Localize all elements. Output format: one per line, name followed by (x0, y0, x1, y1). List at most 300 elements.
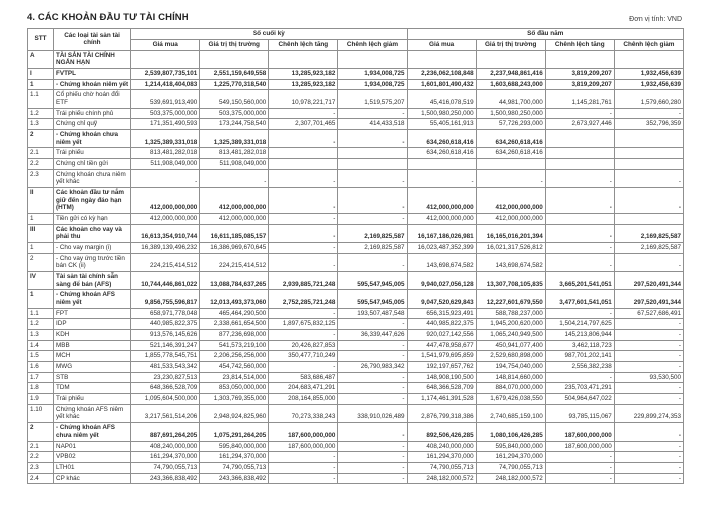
table-header (28, 29, 684, 51)
row-value: 3,819,209,207 (545, 79, 614, 90)
row-value: - (269, 130, 338, 148)
row-value: 1,601,801,490,432 (407, 79, 476, 90)
row-value: 2,539,807,735,101 (131, 68, 200, 79)
row-value: - (269, 224, 338, 242)
row-value: 10,744,446,861,022 (131, 272, 200, 290)
row-value: 13,307,708,105,835 (476, 272, 545, 290)
row-value: - (338, 394, 407, 405)
row-value: 26,790,983,342 (338, 362, 407, 373)
row-value: 2,876,799,318,386 (407, 404, 476, 422)
row-value: 187,600,000,000 (269, 441, 338, 452)
row-label: MCH (54, 351, 131, 362)
table-row (28, 68, 684, 79)
row-value: 9,940,027,056,128 (407, 272, 476, 290)
row-value: 248,182,000,572 (476, 473, 545, 484)
row-value: 20,426,827,853 (269, 340, 338, 351)
row-value (269, 50, 338, 68)
row-value: 3,217,561,514,206 (131, 404, 200, 422)
row-value: - (545, 188, 614, 214)
row-value: 2,169,825,587 (338, 224, 407, 242)
row-label: - Chứng khoán AFS niêm yết (54, 290, 131, 308)
row-value: - (614, 169, 683, 187)
row-value: - (269, 188, 338, 214)
row-value: 74,790,055,713 (200, 462, 269, 473)
row-value: - (269, 214, 338, 225)
col-header-increase-end: Chênh lệch tăng (269, 39, 338, 50)
row-value: 634,260,618,416 (476, 148, 545, 159)
row-value: 2,948,924,825,960 (200, 404, 269, 422)
row-value (269, 159, 338, 170)
row-value: 143,698,674,582 (476, 253, 545, 271)
row-label: Tài sản tài chính sẵn sàng để bán (AFS) (54, 272, 131, 290)
row-value: 2,338,661,654,500 (200, 319, 269, 330)
row-value: 16,611,185,085,157 (200, 224, 269, 242)
table-row (28, 159, 684, 170)
table-row (28, 351, 684, 362)
row-stt: I (28, 68, 54, 79)
row-value: 1,504,214,797,625 (545, 319, 614, 330)
row-value: 248,182,000,572 (407, 473, 476, 484)
row-value: 13,285,923,182 (269, 79, 338, 90)
row-label: IDP (54, 319, 131, 330)
row-value: 297,520,491,344 (614, 272, 683, 290)
row-label: Trái phiếu (54, 394, 131, 405)
row-value: 74,790,055,713 (476, 462, 545, 473)
row-label: Chứng khoán chưa niêm yết khác (54, 169, 131, 187)
row-stt: 2.3 (28, 462, 54, 473)
row-value: 23,230,827,513 (131, 372, 200, 383)
row-value (614, 159, 683, 170)
row-value: - (269, 308, 338, 319)
row-value: 36,339,447,626 (338, 330, 407, 341)
row-value: - (614, 473, 683, 484)
row-value: 2,939,885,721,248 (269, 272, 338, 290)
row-value: - (338, 372, 407, 383)
row-label: Chứng khoán AFS niêm yết khác (54, 404, 131, 422)
row-value: 539,691,913,490 (131, 90, 200, 108)
row-stt: 1 (28, 79, 54, 90)
row-value: 74,790,055,713 (407, 462, 476, 473)
row-value: 204,683,471,291 (269, 383, 338, 394)
row-value: - (269, 169, 338, 187)
row-value: 412,000,000,000 (131, 188, 200, 214)
unit-label: Đơn vị tính: VND (629, 16, 682, 23)
row-stt: 1 (28, 214, 54, 225)
row-value: 187,600,000,000 (269, 423, 338, 441)
row-value: - (338, 383, 407, 394)
row-value: 161,294,370,000 (407, 452, 476, 463)
row-value: 1,500,980,250,000 (476, 108, 545, 119)
row-value: 595,547,945,005 (338, 290, 407, 308)
row-value: - (269, 330, 338, 341)
row-label: Trái phiếu (54, 148, 131, 159)
row-value: 1,174,461,391,528 (407, 394, 476, 405)
row-value: - (614, 108, 683, 119)
row-value: 1,932,456,639 (614, 68, 683, 79)
row-value: 3,665,201,541,051 (545, 272, 614, 290)
row-value: 16,613,354,910,744 (131, 224, 200, 242)
row-stt: 1.1 (28, 90, 54, 108)
row-value: 1,214,418,404,083 (131, 79, 200, 90)
row-value: 884,070,000,000 (476, 383, 545, 394)
row-value: 93,785,115,067 (545, 404, 614, 422)
row-value: 412,000,000,000 (131, 214, 200, 225)
row-value: - (338, 108, 407, 119)
table-row (28, 272, 684, 290)
row-value: 2,206,256,256,000 (200, 351, 269, 362)
row-value: 2,169,825,587 (614, 224, 683, 242)
row-stt: 1.6 (28, 362, 54, 373)
row-value: 224,215,414,512 (200, 253, 269, 271)
row-label: CP khác (54, 473, 131, 484)
row-value: - (614, 423, 683, 441)
row-value: 1,855,778,545,751 (131, 351, 200, 362)
row-value: 16,167,186,026,981 (407, 224, 476, 242)
row-stt: 2.1 (28, 148, 54, 159)
row-value: 877,236,698,000 (200, 330, 269, 341)
row-stt: 2.2 (28, 452, 54, 463)
col-header-market-value-end: Giá trị thị trường (200, 39, 269, 50)
row-stt: IV (28, 272, 54, 290)
row-label: TDM (54, 383, 131, 394)
col-header-buy-price-begin: Giá mua (407, 39, 476, 50)
row-value: - (614, 253, 683, 271)
row-value: - (614, 462, 683, 473)
row-value: 648,366,528,709 (407, 383, 476, 394)
row-value: 412,000,000,000 (200, 214, 269, 225)
row-value: 9,856,755,596,817 (131, 290, 200, 308)
row-value (407, 159, 476, 170)
table-row (28, 308, 684, 319)
row-value: 634,260,618,416 (407, 130, 476, 148)
row-stt: 2.3 (28, 169, 54, 187)
row-value: 148,814,660,000 (476, 372, 545, 383)
row-value: - (338, 340, 407, 351)
row-stt: 2.1 (28, 441, 54, 452)
row-value: 3,462,118,723 (545, 340, 614, 351)
row-value: 1,679,426,038,550 (476, 394, 545, 405)
row-value: 44,981,700,000 (476, 90, 545, 108)
row-label: Các khoản cho vay và phải thu (54, 224, 131, 242)
row-value: - (614, 340, 683, 351)
row-value: - (338, 130, 407, 148)
row-value: - (545, 224, 614, 242)
table-row (28, 462, 684, 473)
row-value: 813,481,282,018 (200, 148, 269, 159)
row-stt: 1.4 (28, 340, 54, 351)
table-row (28, 214, 684, 225)
table-row (28, 290, 684, 308)
col-header-increase-begin: Chênh lệch tăng (545, 39, 614, 50)
row-value: 243,366,838,492 (131, 473, 200, 484)
row-value: 853,050,000,000 (200, 383, 269, 394)
row-value: 55,405,161,913 (407, 119, 476, 130)
table-body (28, 50, 684, 484)
row-value: 588,788,237,000 (476, 308, 545, 319)
row-value: 352,796,359 (614, 119, 683, 130)
row-label: FVTPL (54, 68, 131, 79)
row-value: 173,244,758,540 (200, 119, 269, 130)
row-value: 2,529,680,898,000 (476, 351, 545, 362)
row-value: 412,000,000,000 (407, 214, 476, 225)
row-value: 1,500,980,250,000 (407, 108, 476, 119)
row-value: - (545, 372, 614, 383)
table-row (28, 224, 684, 242)
row-value: - (545, 308, 614, 319)
col-header-end-period: Số cuối kỳ (131, 29, 407, 40)
row-value: - (614, 351, 683, 362)
row-value: - (269, 362, 338, 373)
row-value: 454,742,560,000 (200, 362, 269, 373)
row-value: 595,547,945,005 (338, 272, 407, 290)
row-value: - (269, 452, 338, 463)
row-value: 892,506,426,285 (407, 423, 476, 441)
row-value: 350,477,710,249 (269, 351, 338, 362)
row-value: - (269, 462, 338, 473)
row-stt: 1.8 (28, 383, 54, 394)
row-label: Chứng chỉ quỹ (54, 119, 131, 130)
row-value: 408,240,000,000 (407, 441, 476, 452)
col-header-asset-type: Các loại tài sản tài chính (54, 29, 131, 51)
table-row (28, 79, 684, 90)
row-value (131, 50, 200, 68)
row-value: 1,325,389,331,018 (131, 130, 200, 148)
row-value: 16,165,016,201,394 (476, 224, 545, 242)
row-value: 1,934,008,725 (338, 68, 407, 79)
row-value: - (614, 362, 683, 373)
row-value: - (269, 243, 338, 254)
row-value: 913,576,145,626 (131, 330, 200, 341)
row-label: Cổ phiếu chờ hoán đổi ETF (54, 90, 131, 108)
row-value: 503,375,000,000 (200, 108, 269, 119)
row-value: 1,225,770,318,540 (200, 79, 269, 90)
row-value: 171,351,490,593 (131, 119, 200, 130)
row-value (614, 130, 683, 148)
row-value: 2,551,159,649,558 (200, 68, 269, 79)
col-header-market-value-begin: Giá trị thị trường (476, 39, 545, 50)
row-value: - (269, 108, 338, 119)
row-label: Các khoản đầu tư nắm giữ đến ngày đáo hạn (HTM) (54, 188, 131, 214)
row-stt: 1.3 (28, 119, 54, 130)
row-label: STB (54, 372, 131, 383)
table-row (28, 441, 684, 452)
row-value: 1,603,688,243,000 (476, 79, 545, 90)
row-value: 1,080,106,426,285 (476, 423, 545, 441)
page-header (27, 8, 684, 23)
row-value: - (545, 169, 614, 187)
table-row (28, 372, 684, 383)
row-value: 634,260,618,416 (407, 148, 476, 159)
row-value: 45,416,078,519 (407, 90, 476, 108)
row-value (545, 214, 614, 225)
row-value: 595,840,000,000 (200, 441, 269, 452)
table-row (28, 243, 684, 254)
row-value: 1,095,604,500,000 (131, 394, 200, 405)
row-value: - (338, 319, 407, 330)
row-value: 2,169,825,587 (614, 243, 683, 254)
row-value: 2,307,701,465 (269, 119, 338, 130)
row-label: Chứng chỉ tiền gửi (54, 159, 131, 170)
row-value: 440,985,822,375 (131, 319, 200, 330)
row-value: - (338, 473, 407, 484)
row-value: - (338, 169, 407, 187)
row-value: 595,840,000,000 (476, 441, 545, 452)
row-value: 3,819,209,207 (545, 68, 614, 79)
row-value: 412,000,000,000 (476, 214, 545, 225)
row-label: - Cho vay ứng trước tiền bán CK (ii) (54, 253, 131, 271)
row-value: - (338, 462, 407, 473)
row-value (338, 148, 407, 159)
row-value: 412,000,000,000 (200, 188, 269, 214)
row-value: 57,726,293,000 (476, 119, 545, 130)
row-value: - (200, 169, 269, 187)
row-value: - (545, 108, 614, 119)
row-stt: A (28, 50, 54, 68)
row-value: - (614, 441, 683, 452)
table-row (28, 404, 684, 422)
row-value: 93,530,500 (614, 372, 683, 383)
row-stt: 1.9 (28, 394, 54, 405)
row-stt: II (28, 188, 54, 214)
table-row (28, 383, 684, 394)
row-value: 12,227,601,679,550 (476, 290, 545, 308)
page-title: 4. CÁC KHOẢN ĐẦU TƯ TÀI CHÍNH (27, 12, 189, 23)
row-value: 12,013,493,373,060 (200, 290, 269, 308)
row-label: MWG (54, 362, 131, 373)
table-row (28, 362, 684, 373)
row-value: 549,150,560,000 (200, 90, 269, 108)
row-stt: 1.10 (28, 404, 54, 422)
row-value: 2,673,927,446 (545, 119, 614, 130)
row-label: - Chứng khoán AFS chưa niêm yết (54, 423, 131, 441)
row-value: 481,533,543,342 (131, 362, 200, 373)
row-value: - (614, 394, 683, 405)
row-value: 13,285,923,182 (269, 68, 338, 79)
row-value: 450,941,077,400 (476, 340, 545, 351)
table-row (28, 319, 684, 330)
row-value: - (338, 441, 407, 452)
row-value: 1,303,769,355,000 (200, 394, 269, 405)
row-value: 987,701,202,141 (545, 351, 614, 362)
row-value: - (269, 253, 338, 271)
row-value: 503,375,000,000 (131, 108, 200, 119)
row-value: 67,527,686,491 (614, 308, 683, 319)
row-value: - (614, 452, 683, 463)
row-value: - (614, 319, 683, 330)
row-value: 1,519,575,207 (338, 90, 407, 108)
row-value: - (614, 330, 683, 341)
row-value: 634,260,618,416 (476, 130, 545, 148)
row-value: 208,164,855,000 (269, 394, 338, 405)
table-row (28, 452, 684, 463)
row-value: 161,294,370,000 (200, 452, 269, 463)
row-value: 187,600,000,000 (545, 423, 614, 441)
row-value: - (614, 188, 683, 214)
row-label: Trái phiếu chính phủ (54, 108, 131, 119)
col-header-buy-price-end: Giá mua (131, 39, 200, 50)
row-value: - (338, 253, 407, 271)
row-value: 23,814,514,000 (200, 372, 269, 383)
table-row (28, 473, 684, 484)
row-value: 447,478,958,677 (407, 340, 476, 351)
row-value: 440,985,822,375 (407, 319, 476, 330)
table-row (28, 50, 684, 68)
row-value: - (476, 169, 545, 187)
row-value: 161,294,370,000 (131, 452, 200, 463)
row-stt: 2.4 (28, 473, 54, 484)
row-label: Tiền gửi có kỳ hạn (54, 214, 131, 225)
row-label: - Cho vay margin (i) (54, 243, 131, 254)
row-label: FPT (54, 308, 131, 319)
row-value (407, 50, 476, 68)
row-value: 2,752,285,721,248 (269, 290, 338, 308)
table-row (28, 330, 684, 341)
row-stt: 1.5 (28, 351, 54, 362)
row-stt: 1.2 (28, 319, 54, 330)
row-value: 16,021,317,526,812 (476, 243, 545, 254)
row-value: - (338, 351, 407, 362)
row-value: - (545, 462, 614, 473)
row-value (269, 148, 338, 159)
row-value: 521,146,391,247 (131, 340, 200, 351)
row-value (338, 50, 407, 68)
row-label: KDH (54, 330, 131, 341)
row-value (545, 159, 614, 170)
row-value: 74,790,055,713 (131, 462, 200, 473)
row-value: 1,325,389,331,018 (200, 130, 269, 148)
table-row (28, 148, 684, 159)
table-row (28, 340, 684, 351)
row-value (476, 159, 545, 170)
row-value: 408,240,000,000 (131, 441, 200, 452)
row-value: 1,934,008,725 (338, 79, 407, 90)
table-row (28, 108, 684, 119)
row-value (614, 214, 683, 225)
row-value: 465,464,290,500 (200, 308, 269, 319)
row-stt: 2.2 (28, 159, 54, 170)
row-value: 1,075,291,264,205 (200, 423, 269, 441)
row-stt: 2 (28, 423, 54, 441)
financial-investments-table (27, 28, 684, 484)
row-value: 229,899,274,353 (614, 404, 683, 422)
row-value: 10,978,221,717 (269, 90, 338, 108)
table-row (28, 188, 684, 214)
row-value: - (545, 253, 614, 271)
row-value (545, 148, 614, 159)
row-label: - Chứng khoán chưa niêm yết (54, 130, 131, 148)
row-value: - (338, 214, 407, 225)
row-value: 70,273,338,243 (269, 404, 338, 422)
row-value: 297,520,491,344 (614, 290, 683, 308)
row-stt: 1.3 (28, 330, 54, 341)
row-value: 920,027,142,556 (407, 330, 476, 341)
row-value: - (545, 243, 614, 254)
row-value: 143,698,674,582 (407, 253, 476, 271)
row-value (545, 130, 614, 148)
row-value: 13,088,784,637,265 (200, 272, 269, 290)
row-value: - (545, 473, 614, 484)
row-value: 2,237,948,861,416 (476, 68, 545, 79)
row-value: 1,932,456,639 (614, 79, 683, 90)
row-stt: 1.2 (28, 108, 54, 119)
row-value: 2,740,685,159,100 (476, 404, 545, 422)
row-value: 235,703,471,291 (545, 383, 614, 394)
row-value: 511,908,049,000 (200, 159, 269, 170)
row-value: 338,910,026,489 (338, 404, 407, 422)
row-value: 1,579,660,280 (614, 90, 683, 108)
row-stt: 1.7 (28, 372, 54, 383)
row-value: 145,213,806,944 (545, 330, 614, 341)
